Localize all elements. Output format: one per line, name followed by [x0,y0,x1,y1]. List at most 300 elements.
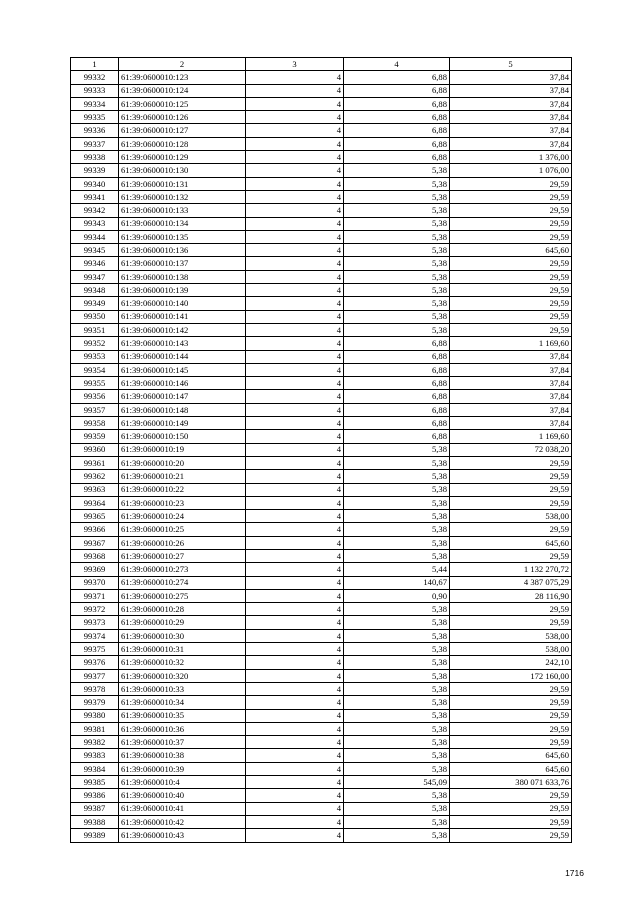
amount-cell: 29,59 [450,802,572,815]
table-row [71,536,572,549]
rate-cell: 5,38 [344,815,450,828]
code-cell: 4 [246,483,344,496]
row-number-cell: 99340 [71,177,119,190]
amount-cell: 29,59 [450,603,572,616]
amount-cell: 29,59 [450,736,572,749]
rate-cell: 5,38 [344,217,450,230]
amount-cell: 37,84 [450,377,572,390]
code-cell: 4 [246,111,344,124]
code-cell: 4 [246,802,344,815]
amount-cell: 380 071 633,76 [450,776,572,789]
rate-cell: 5,38 [344,749,450,762]
table-row [71,230,572,243]
row-number-cell: 99352 [71,337,119,350]
cadastral-number-cell: 61:39:0600010:34 [119,696,246,709]
amount-cell: 29,59 [450,270,572,283]
amount-cell: 29,59 [450,177,572,190]
table-row [71,722,572,735]
code-cell: 4 [246,124,344,137]
cadastral-number-cell: 61:39:0600010:22 [119,483,246,496]
cadastral-number-cell: 61:39:0600010:129 [119,151,246,164]
table-row [71,483,572,496]
rate-cell: 5,38 [344,496,450,509]
amount-cell: 29,59 [450,722,572,735]
rate-cell: 5,38 [344,257,450,270]
rate-cell: 6,88 [344,97,450,110]
table-row [71,190,572,203]
code-cell: 4 [246,669,344,682]
code-cell: 4 [246,682,344,695]
rate-cell: 5,38 [344,523,450,536]
amount-cell: 29,59 [450,815,572,828]
table-row [71,323,572,336]
amount-cell: 29,59 [450,549,572,562]
code-cell: 4 [246,177,344,190]
row-number-cell: 99368 [71,549,119,562]
cadastral-number-cell: 61:39:0600010:150 [119,430,246,443]
rate-cell: 6,88 [344,430,450,443]
row-number-cell: 99354 [71,363,119,376]
code-cell: 4 [246,430,344,443]
row-number-cell: 99370 [71,576,119,589]
table-row [71,71,572,84]
rate-cell: 5,38 [344,603,450,616]
cadastral-number-cell: 61:39:0600010:147 [119,390,246,403]
table-row [71,696,572,709]
rate-cell: 5,38 [344,643,450,656]
rate-cell: 5,38 [344,177,450,190]
cadastral-number-cell: 61:39:0600010:26 [119,536,246,549]
rate-cell: 5,38 [344,789,450,802]
amount-cell: 538,00 [450,510,572,523]
amount-cell: 72 038,20 [450,443,572,456]
table-row [71,523,572,536]
code-cell: 4 [246,217,344,230]
table-row [71,563,572,576]
table-row [71,789,572,802]
row-number-cell: 99335 [71,111,119,124]
rate-cell: 5,38 [344,190,450,203]
cadastral-number-cell: 61:39:0600010:42 [119,815,246,828]
table-row [71,124,572,137]
header-cell-1: 1 [71,58,119,71]
table-row [71,629,572,642]
rate-cell: 5,38 [344,483,450,496]
row-number-cell: 99357 [71,403,119,416]
code-cell: 4 [246,576,344,589]
code-cell: 4 [246,776,344,789]
code-cell: 4 [246,616,344,629]
row-number-cell: 99363 [71,483,119,496]
row-number-cell: 99346 [71,257,119,270]
amount-cell: 29,59 [450,696,572,709]
amount-cell: 29,59 [450,257,572,270]
table-row [71,669,572,682]
header-row [71,58,572,71]
amount-cell: 29,59 [450,523,572,536]
amount-cell: 29,59 [450,297,572,310]
code-cell: 4 [246,496,344,509]
code-cell: 4 [246,297,344,310]
cadastral-number-cell: 61:39:0600010:130 [119,164,246,177]
table-row [71,350,572,363]
amount-cell: 37,84 [450,417,572,430]
table-row [71,97,572,110]
code-cell: 4 [246,443,344,456]
code-cell: 4 [246,749,344,762]
code-cell: 4 [246,390,344,403]
table-row [71,643,572,656]
cadastral-number-cell: 61:39:0600010:40 [119,789,246,802]
row-number-cell: 99369 [71,563,119,576]
table-row [71,549,572,562]
amount-cell: 29,59 [450,496,572,509]
row-number-cell: 99382 [71,736,119,749]
rate-cell: 5,38 [344,244,450,257]
rate-cell: 6,88 [344,84,450,97]
table-row [71,337,572,350]
code-cell: 4 [246,284,344,297]
code-cell: 4 [246,230,344,243]
row-number-cell: 99377 [71,669,119,682]
amount-cell: 538,00 [450,629,572,642]
row-number-cell: 99349 [71,297,119,310]
cadastral-number-cell: 61:39:0600010:139 [119,284,246,297]
cadastral-number-cell: 61:39:0600010:20 [119,456,246,469]
row-number-cell: 99337 [71,137,119,150]
code-cell: 4 [246,536,344,549]
rate-cell: 5,38 [344,270,450,283]
amount-cell: 172 160,00 [450,669,572,682]
table-row [71,603,572,616]
row-number-cell: 99339 [71,164,119,177]
rate-cell: 0,90 [344,589,450,602]
row-number-cell: 99334 [71,97,119,110]
amount-cell: 37,84 [450,84,572,97]
rate-cell: 5,38 [344,722,450,735]
table-body [71,71,572,842]
cadastral-number-cell: 61:39:0600010:125 [119,97,246,110]
cadastral-number-cell: 61:39:0600010:275 [119,589,246,602]
header-cell-2: 2 [119,58,246,71]
amount-cell: 37,84 [450,124,572,137]
code-cell: 4 [246,190,344,203]
cadastral-number-cell: 61:39:0600010:41 [119,802,246,815]
code-cell: 4 [246,656,344,669]
amount-cell: 645,60 [450,749,572,762]
table-row [71,576,572,589]
rate-cell: 5,38 [344,549,450,562]
rate-cell: 5,38 [344,736,450,749]
row-number-cell: 99336 [71,124,119,137]
rate-cell: 5,38 [344,762,450,775]
rate-cell: 6,88 [344,377,450,390]
code-cell: 4 [246,696,344,709]
table-row [71,802,572,815]
table-row [71,310,572,323]
row-number-cell: 99386 [71,789,119,802]
code-cell: 4 [246,563,344,576]
table-row [71,204,572,217]
amount-cell: 37,84 [450,111,572,124]
table-row [71,390,572,403]
row-number-cell: 99387 [71,802,119,815]
rate-cell: 6,88 [344,151,450,164]
amount-cell: 29,59 [450,616,572,629]
table-row [71,417,572,430]
table-row [71,496,572,509]
header-cell-3: 3 [246,58,344,71]
table-row [71,829,572,842]
cadastral-number-cell: 61:39:0600010:136 [119,244,246,257]
row-number-cell: 99362 [71,470,119,483]
row-number-cell: 99359 [71,430,119,443]
row-number-cell: 99379 [71,696,119,709]
row-number-cell: 99342 [71,204,119,217]
amount-cell: 29,59 [450,829,572,842]
amount-cell: 37,84 [450,97,572,110]
cadastral-number-cell: 61:39:0600010:320 [119,669,246,682]
table-row [71,164,572,177]
amount-cell: 29,59 [450,682,572,695]
table-row [71,749,572,762]
row-number-cell: 99358 [71,417,119,430]
cadastral-number-cell: 61:39:0600010:38 [119,749,246,762]
cadastral-number-cell: 61:39:0600010:27 [119,549,246,562]
row-number-cell: 99376 [71,656,119,669]
code-cell: 4 [246,310,344,323]
code-cell: 4 [246,350,344,363]
cadastral-number-cell: 61:39:0600010:134 [119,217,246,230]
amount-cell: 37,84 [450,403,572,416]
table-row [71,589,572,602]
table-row [71,709,572,722]
code-cell: 4 [246,709,344,722]
code-cell: 4 [246,204,344,217]
cadastral-number-cell: 61:39:0600010:126 [119,111,246,124]
amount-cell: 1 376,00 [450,151,572,164]
code-cell: 4 [246,589,344,602]
table-row [71,403,572,416]
code-cell: 4 [246,643,344,656]
amount-cell: 37,84 [450,137,572,150]
cadastral-number-cell: 61:39:0600010:37 [119,736,246,749]
code-cell: 4 [246,736,344,749]
amount-cell: 1 132 270,72 [450,563,572,576]
rate-cell: 5,38 [344,443,450,456]
rate-cell: 5,38 [344,536,450,549]
row-number-cell: 99356 [71,390,119,403]
code-cell: 4 [246,244,344,257]
table-row [71,776,572,789]
amount-cell: 1 076,00 [450,164,572,177]
cadastral-number-cell: 61:39:0600010:141 [119,310,246,323]
rate-cell: 5,38 [344,510,450,523]
amount-cell: 29,59 [450,483,572,496]
row-number-cell: 99375 [71,643,119,656]
code-cell: 4 [246,84,344,97]
cadastral-number-cell: 61:39:0600010:31 [119,643,246,656]
cadastral-number-cell: 61:39:0600010:39 [119,762,246,775]
amount-cell: 29,59 [450,709,572,722]
amount-cell: 4 387 075,29 [450,576,572,589]
amount-cell: 29,59 [450,217,572,230]
table-row [71,217,572,230]
cadastral-number-cell: 61:39:0600010:138 [119,270,246,283]
cadastral-number-cell: 61:39:0600010:135 [119,230,246,243]
row-number-cell: 99367 [71,536,119,549]
row-number-cell: 99338 [71,151,119,164]
cadastral-number-cell: 61:39:0600010:274 [119,576,246,589]
cadastral-number-cell: 61:39:0600010:132 [119,190,246,203]
cadastral-number-cell: 61:39:0600010:32 [119,656,246,669]
row-number-cell: 99384 [71,762,119,775]
table-row [71,151,572,164]
amount-cell: 29,59 [450,789,572,802]
row-number-cell: 99353 [71,350,119,363]
rate-cell: 6,88 [344,71,450,84]
amount-cell: 37,84 [450,350,572,363]
code-cell: 4 [246,323,344,336]
table-row [71,656,572,669]
table-row [71,84,572,97]
row-number-cell: 99332 [71,71,119,84]
code-cell: 4 [246,603,344,616]
code-cell: 4 [246,722,344,735]
cadastral-number-cell: 61:39:0600010:127 [119,124,246,137]
code-cell: 4 [246,137,344,150]
cadastral-number-cell: 61:39:0600010:131 [119,177,246,190]
row-number-cell: 99333 [71,84,119,97]
amount-cell: 645,60 [450,536,572,549]
code-cell: 4 [246,71,344,84]
table-row [71,815,572,828]
rate-cell: 5,38 [344,656,450,669]
row-number-cell: 99381 [71,722,119,735]
amount-cell: 29,59 [450,456,572,469]
rate-cell: 5,38 [344,204,450,217]
data-table [70,57,572,843]
row-number-cell: 99343 [71,217,119,230]
rate-cell: 5,38 [344,802,450,815]
rate-cell: 5,38 [344,297,450,310]
rate-cell: 5,38 [344,709,450,722]
table-row [71,470,572,483]
cadastral-number-cell: 61:39:0600010:33 [119,682,246,695]
cadastral-number-cell: 61:39:0600010:145 [119,363,246,376]
amount-cell: 29,59 [450,230,572,243]
code-cell: 4 [246,510,344,523]
code-cell: 4 [246,470,344,483]
table-row [71,177,572,190]
cadastral-number-cell: 61:39:0600010:35 [119,709,246,722]
page-number: 1716 [565,868,584,878]
code-cell: 4 [246,523,344,536]
rate-cell: 6,88 [344,403,450,416]
row-number-cell: 99345 [71,244,119,257]
table-row [71,430,572,443]
rate-cell: 6,88 [344,137,450,150]
row-number-cell: 99344 [71,230,119,243]
rate-cell: 5,38 [344,310,450,323]
rate-cell: 5,38 [344,669,450,682]
table-row [71,510,572,523]
row-number-cell: 99341 [71,190,119,203]
cadastral-number-cell: 61:39:0600010:28 [119,603,246,616]
rate-cell: 6,88 [344,124,450,137]
code-cell: 4 [246,164,344,177]
rate-cell: 6,88 [344,363,450,376]
cadastral-number-cell: 61:39:0600010:140 [119,297,246,310]
amount-cell: 29,59 [450,204,572,217]
code-cell: 4 [246,151,344,164]
cadastral-number-cell: 61:39:0600010:123 [119,71,246,84]
amount-cell: 29,59 [450,190,572,203]
row-number-cell: 99371 [71,589,119,602]
cadastral-number-cell: 61:39:0600010:30 [119,629,246,642]
row-number-cell: 99385 [71,776,119,789]
cadastral-number-cell: 61:39:0600010:21 [119,470,246,483]
rate-cell: 6,88 [344,390,450,403]
table-row [71,137,572,150]
header-cell-5: 5 [450,58,572,71]
amount-cell: 28 116,90 [450,589,572,602]
cadastral-number-cell: 61:39:0600010:24 [119,510,246,523]
cadastral-number-cell: 61:39:0600010:36 [119,722,246,735]
row-number-cell: 99388 [71,815,119,828]
rate-cell: 5,38 [344,323,450,336]
code-cell: 4 [246,377,344,390]
table-row [71,257,572,270]
code-cell: 4 [246,337,344,350]
cadastral-number-cell: 61:39:0600010:29 [119,616,246,629]
rate-cell: 545,09 [344,776,450,789]
header-cell-4: 4 [344,58,450,71]
amount-cell: 1 169,60 [450,430,572,443]
code-cell: 4 [246,363,344,376]
rate-cell: 5,38 [344,616,450,629]
table-row [71,244,572,257]
table-row [71,616,572,629]
table-row [71,270,572,283]
rate-cell: 5,38 [344,164,450,177]
row-number-cell: 99378 [71,682,119,695]
table-row [71,443,572,456]
code-cell: 4 [246,403,344,416]
row-number-cell: 99348 [71,284,119,297]
rate-cell: 6,88 [344,350,450,363]
code-cell: 4 [246,629,344,642]
rate-cell: 5,38 [344,829,450,842]
amount-cell: 37,84 [450,363,572,376]
table-row [71,284,572,297]
row-number-cell: 99351 [71,323,119,336]
amount-cell: 645,60 [450,244,572,257]
row-number-cell: 99373 [71,616,119,629]
row-number-cell: 99355 [71,377,119,390]
rate-cell: 5,38 [344,230,450,243]
cadastral-number-cell: 61:39:0600010:273 [119,563,246,576]
cadastral-number-cell: 61:39:0600010:4 [119,776,246,789]
cadastral-number-cell: 61:39:0600010:149 [119,417,246,430]
code-cell: 4 [246,549,344,562]
row-number-cell: 99389 [71,829,119,842]
row-number-cell: 99361 [71,456,119,469]
code-cell: 4 [246,829,344,842]
cadastral-number-cell: 61:39:0600010:124 [119,84,246,97]
table-row [71,682,572,695]
cadastral-number-cell: 61:39:0600010:148 [119,403,246,416]
